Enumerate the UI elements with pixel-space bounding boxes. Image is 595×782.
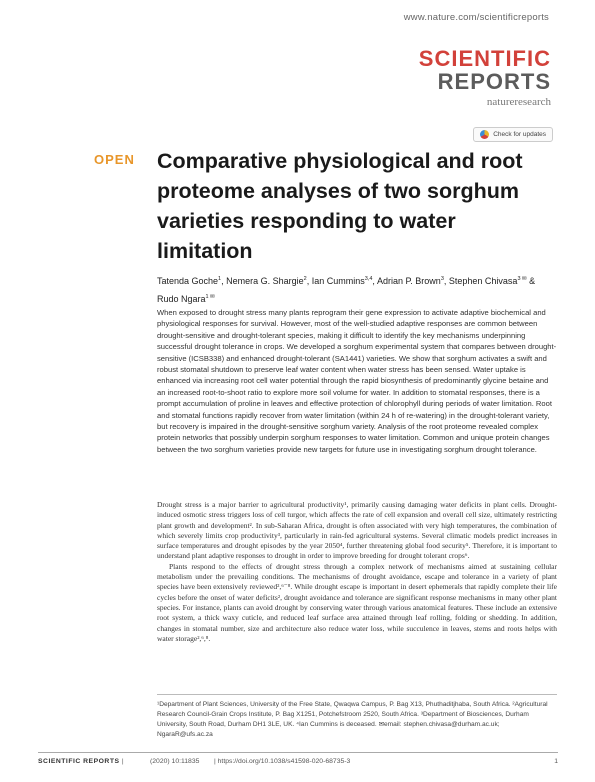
author-name[interactable]: Nemera G. Shargie <box>226 276 304 286</box>
author-affiliation-marker: 3 <box>440 276 444 282</box>
journal-logo-line2: REPORTS <box>437 69 551 94</box>
footer-doi[interactable]: | https://doi.org/10.1038/s41598-020-68735-3 <box>214 758 351 765</box>
journal-url[interactable]: www.nature.com/scientificreports <box>403 12 549 23</box>
author-separator: & <box>526 276 536 286</box>
journal-logo-line1: SCIENTIFIC <box>418 46 551 71</box>
journal-logo <box>419 48 551 108</box>
author-affiliation-marker: 1 <box>218 276 222 282</box>
author-name[interactable]: Rudo Ngara <box>157 294 206 304</box>
author-affiliation-marker: 3 ✉ <box>517 276 527 282</box>
author-affiliation-marker: 3,4 <box>364 276 373 282</box>
author-separator: , <box>372 276 377 286</box>
author-separator: , <box>221 276 227 286</box>
article-title: Comparative physiological and root proteome analyses of two sorghum varieties responding to water limitation <box>157 149 523 263</box>
body-paragraph: Drought stress is a major barrier to agricultural productivity¹, primarily causing damaging water deficits in plant cells. Drought-induced osmotic stress triggers loss of cell turgor, which affects the rate of cell expansion and overall cell size, ultimately restricting plant growth and development². In sub-Saharan Africa, drought is often associated with very high temperatures, the combination of which severely limits crop productivity³, particularly in rain-fed agricultural systems. Several climatic models predict increases in surface temperatures and drought episodes by the year 2050⁴, further threatening global food security⁵. Therefore, it is important to understand plant adaptive responses to drought in order to improve breeding for drought tolerant crops⁶. <box>157 500 557 561</box>
footer-journal: SCIENTIFIC REPORTS | <box>38 758 125 765</box>
abstract: When exposed to drought stress many plants reprogram their gene expression to activate adaptive biochemical and physiological responses for survival. However, most of the well-studied adaptive responses are common between drought-sensitive and drought-tolerant species, making it difficult to identify the key mechanisms underpinning successful drought tolerance in crops. We developed a sorghum experimental system that compares between drought-sensitive (ICSB338) and enhanced drought-tolerant (SA1441) varieties. We show that sorghum activates a swift and robust stomatal shutdown to preserve leaf water content when water stress has been sensed. Water uptake is enhanced via increasing root cell water potential through the rapid biosynthesis of predominantly glycine betaine and an increased root-to-shoot ratio to explore more soil volume for water. In addition to stomatal responses, there is a prompt accumulation of proline in leaves and effective protection of chlorophyll during periods of water limitation. Root and stomatal functions rapidly recover from water limitation (within 24 h of re-watering) in the drought-tolerant variety, but recovery is impaired in the drought-sensitive sorghum variety. Analysis of the root proteome revealed complex protein networks that possibly underpin sorghum responses to water limitation. Common and unique protein changes between the two sorghum varieties provide new targets for future use in investigating sorghum drought tolerance. <box>157 308 557 454</box>
author-name[interactable]: Adrian P. Brown <box>376 276 441 286</box>
author-list <box>157 271 557 307</box>
open-access-label: OPEN <box>94 152 135 167</box>
crossmark-icon <box>480 130 489 139</box>
author-name[interactable]: Stephen Chivasa <box>448 276 518 286</box>
footer-divider <box>38 752 558 753</box>
body-paragraph: Plants respond to the effects of drought stress through a complex network of mechanisms aimed at sustaining cellular metabolism under the prevailing conditions. The mechanisms of drought avoidance, escape and tolerance in a variety of plant species have been extensively reviewed²,⁶⁻⁸. While drought escape is important in desert ephemerals that rapidly complete their life cycles before the onset of water deficits², drought avoidance and tolerance are significant response mechanisms in many other plant species. For instance, plants can avoid drought by conserving water through various anatomical features. These include an extensive root system, a thick waxy cuticle, and reduced leaf surface area attained through leaf rolling, folding or shedding. In addition, changes in stomatal number, size and architecture also reduce water loss, while succulence in leaves, stems and roots helps with water storage²,⁶,⁸. <box>157 561 557 643</box>
author-name[interactable]: Tatenda Goche <box>157 276 219 286</box>
affiliations: ¹Department of Plant Sciences, University of the Free State, Qwaqwa Campus, P. Bag X13, Phuthaditjhaba, South Africa. ²Agricultural Research Council-Grain Crops Institute, P. Bag X1251, Potchefstroom 2520, South Africa. ³Department of Biosciences, Durham University, South Road, Durham DH1 3LE, UK. ⁴Ian Cummins is deceased. ✉email: stephen.chivasa@durham.ac.uk; NgaraR@ufs.ac.za <box>157 701 548 738</box>
author-affiliation-marker: 1 ✉ <box>205 294 215 300</box>
article-body <box>157 500 557 644</box>
page-number: 1 <box>554 758 558 765</box>
check-for-updates-button[interactable] <box>473 127 553 142</box>
affiliation-divider <box>157 694 557 695</box>
author-affiliation-marker: 2 <box>303 276 307 282</box>
footer-citation: (2020) 10:11835 <box>150 758 200 765</box>
publisher-name: natureresearch <box>486 96 551 108</box>
check-for-updates-label: Check for updates <box>493 131 546 138</box>
author-name[interactable]: Ian Cummins <box>311 276 365 286</box>
author-separator: , <box>306 276 312 286</box>
author-separator: , <box>443 276 449 286</box>
